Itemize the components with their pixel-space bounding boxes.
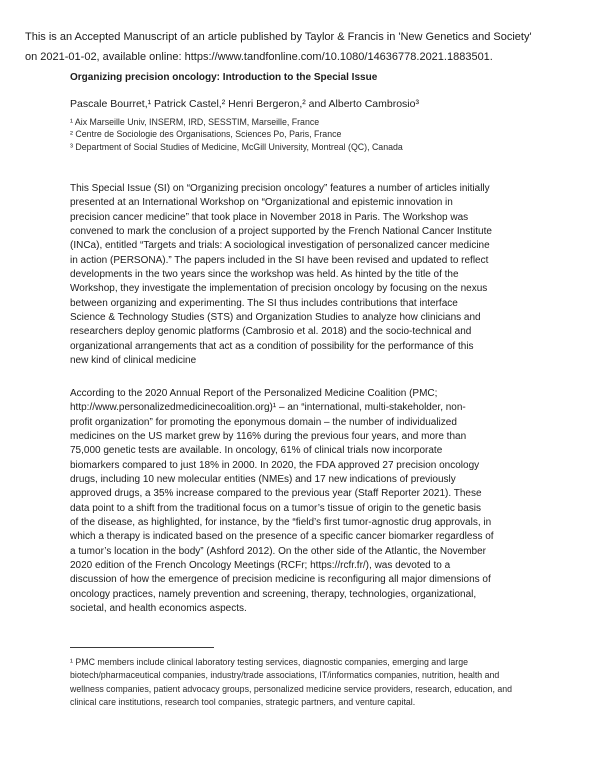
text-line: Science & Technology Studies (STS) and Organization Studies to analyze how clinicians and <box>70 312 481 324</box>
text-line: a tumor’s location in the body” (Ashford 2012). On the other side of the Atlantic, the November <box>70 545 486 557</box>
text-line: new kind of clinical medicine <box>70 355 197 367</box>
text-line: precision cancer medicine” that took place in November 2018 in Paris. The Workshop was <box>70 211 469 223</box>
text-line: which a therapy is indicated based on the presence of a specific cancer biomarker regardless of <box>70 531 494 543</box>
text-line: biomarkers compared to just 18% in 2000. In 2020, the FDA approved 27 precision oncology <box>70 459 480 471</box>
footnote-separator <box>70 647 214 648</box>
text-line: of the disease, as highlighted, for instance, by the “field’s first tumor-agnostic drug approvals, in <box>70 517 492 529</box>
text-line: clinical care institutions, research tool companies, strategic partners, and venture capital. <box>70 697 416 708</box>
text-line: medicines on the US market grew by 116% during the previous four years, and more than <box>70 431 467 443</box>
text-line: drugs, including 10 new molecular entities (NMEs) and 17 new indications of previously <box>70 474 456 486</box>
text-line: data point to a shift from the traditional focus on a tumor’s tissue of origin to the genetic basis <box>70 502 481 514</box>
text-line: http://www.personalizedmedicinecoalition.org)¹ – an “international, multi-stakeholder, non- <box>70 402 466 414</box>
text-line: societal, and health economics aspects. <box>70 603 247 615</box>
text-line: ¹ Aix Marseille Univ, INSERM, IRD, SESSTIM, Marseille, France <box>70 117 320 127</box>
text-line: (INCa), entitled “Targets and trials: A sociological investigation of personalized cancer medicine <box>70 240 490 252</box>
text-line: on 2021-01-02, available online: https://www.tandfonline.com/10.1080/14636778.2021.1883501. <box>25 51 493 63</box>
text-line: approved drugs, a 35% increase compared to the previous year (Staff Reporter 2021). These <box>70 488 482 500</box>
text-line: convened to mark the conclusion of a project supported by the French National Cancer Institute <box>70 226 492 238</box>
text-line: 75,000 genetic tests are available. In oncology, 61% of clinical trials now incorporate <box>70 445 443 457</box>
text-line: presented at an International Workshop on “Organizational and epistemic innovation in <box>70 197 453 209</box>
text-line: 2020 edition of the French Oncology Meetings (RCFr; https://rcfr.fr/), was devoted to a <box>70 560 451 572</box>
text-line: discussion of how the emergence of precision medicine is reconfiguring all major dimensions of <box>70 574 491 586</box>
article-title: Organizing precision oncology: Introduction to the Special Issue <box>70 72 378 83</box>
text-line: profit organization” for promoting the eponymous domain – the number of individualized <box>70 416 457 428</box>
intro-paragraph <box>70 182 555 368</box>
text-line: This is an Accepted Manuscript of an article published by Taylor & Francis in 'New Genetics and Society' <box>25 31 532 43</box>
text-line: organizational arrangements that act as a condition of possibility for the performance of this <box>70 340 474 352</box>
text-line: biotech/pharmaceutical companies, industry/trade associations, IT/informatics companies, nutrition, health and <box>70 670 500 681</box>
text-line: wellness companies, patient advocacy groups, personalized medicine service providers, research, education, and <box>70 683 513 694</box>
authors-line: Pascale Bourret,¹ Patrick Castel,² Henri Bergeron,² and Alberto Cambrosio³ <box>70 98 419 110</box>
text-line: developments in the two years since the workshop was held. As hinted by the title of the <box>70 269 459 281</box>
text-line: ³ Department of Social Studies of Medicine, McGill University, Montreal (QC), Canada <box>70 141 403 152</box>
text-line: ¹ PMC members include clinical laboratory testing services, diagnostic companies, emerging and large <box>70 657 468 667</box>
text-line: According to the 2020 Annual Report of the Personalized Medicine Coalition (PMC; <box>70 388 438 399</box>
text-line: oncology practices, namely prevention and screening, therapy, technologies, organizational, <box>70 588 477 600</box>
text-line: in action (PERSONA).” The papers included in the SI have been revised and updated to reflect <box>70 254 489 266</box>
text-line: ² Centre de Sociologie des Organisations, Sciences Po, Paris, France <box>70 129 342 140</box>
footnote-text <box>70 656 562 710</box>
pmc-report-paragraph <box>70 387 555 617</box>
accepted-manuscript-notice <box>25 27 590 67</box>
text-line: between organizing and experimenting. The SI thus includes contributions that interface <box>70 297 458 309</box>
text-line: Workshop, they investigate the implementation of precision oncology by focusing on the nexus <box>70 283 488 295</box>
text-line: researchers deploy genomic platforms (Cambrosio et al. 2018) and the socio-technical and <box>70 326 472 338</box>
text-line: This Special Issue (SI) on “Organizing precision oncology” features a number of articles initially <box>70 183 490 194</box>
author-affiliations <box>70 116 550 153</box>
